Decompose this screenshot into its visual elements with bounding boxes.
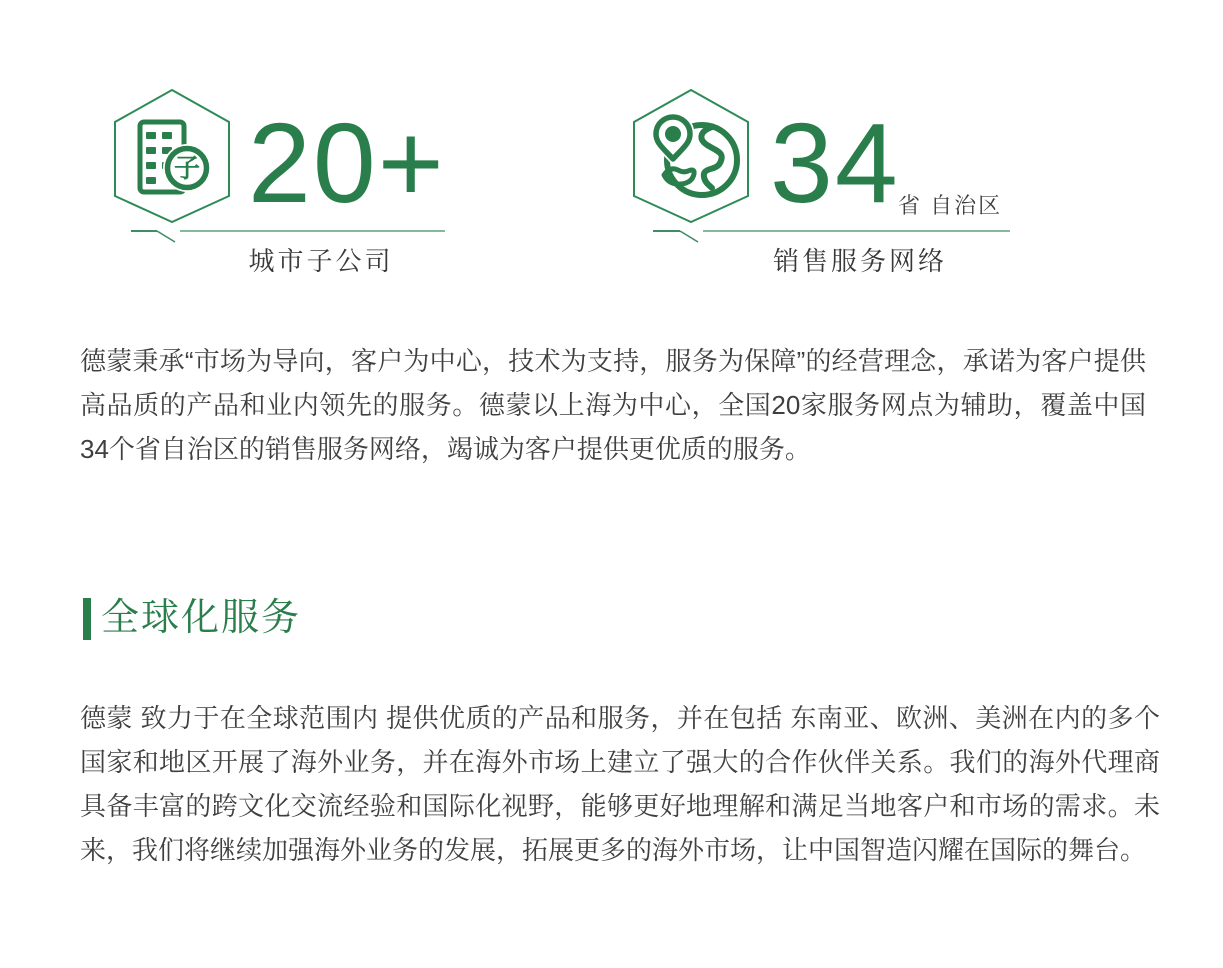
stat-value-subsidiaries: 20+ — [248, 100, 446, 226]
globe-location-icon — [632, 89, 750, 223]
hexagon-outline — [634, 90, 748, 222]
heading-accent-bar — [83, 598, 91, 640]
subsidiary-building-icon — [113, 89, 231, 223]
subsidiary-badge-icon — [163, 144, 211, 192]
intro-paragraph: 德蒙秉承“市场为导向，客户为中心，技术为支持，服务为保障”的经营理念，承诺为客户提供高品质的产品和业内领先的服务。德蒙以上海为中心，全国20家服务网点为辅助，覆盖中国34个省自治区的销售服务网络，竭诚为客户提供更优质的服务。 — [80, 346, 1146, 464]
stat-block-service-network — [632, 85, 1032, 295]
stat-label-subsidiaries: 城市子公司 — [248, 246, 394, 276]
globalization-paragraph: 德蒙 致力于在全球范围内 提供优质的产品和服务，并在包括 东南亚、欧洲、美洲在内的多个国家和地区开展了海外业务，并在海外市场上建立了强大的合作伙伴关系。我们的海外代理商具备丰富的跨文化交流经验和国际化视野，能够更好地理解和满足当地客户和市场的需求。未来，我们将继续加强海外业务的发展，拓展更多的海外市场，让中国智造闪耀在国际的舞台。 — [80, 703, 1160, 865]
section-heading-globalization — [83, 597, 301, 641]
badge-glyph: 子 — [173, 153, 201, 183]
stat-unit-provinces: 省 自治区 — [898, 193, 1003, 218]
stat-block-subsidiaries — [113, 85, 473, 295]
stat-label-service-network: 销售服务网络 — [772, 246, 947, 276]
stat-value-provinces: 34 — [770, 100, 900, 226]
section-heading-text: 全球化服务 — [101, 597, 302, 639]
location-pin-icon — [656, 117, 690, 159]
